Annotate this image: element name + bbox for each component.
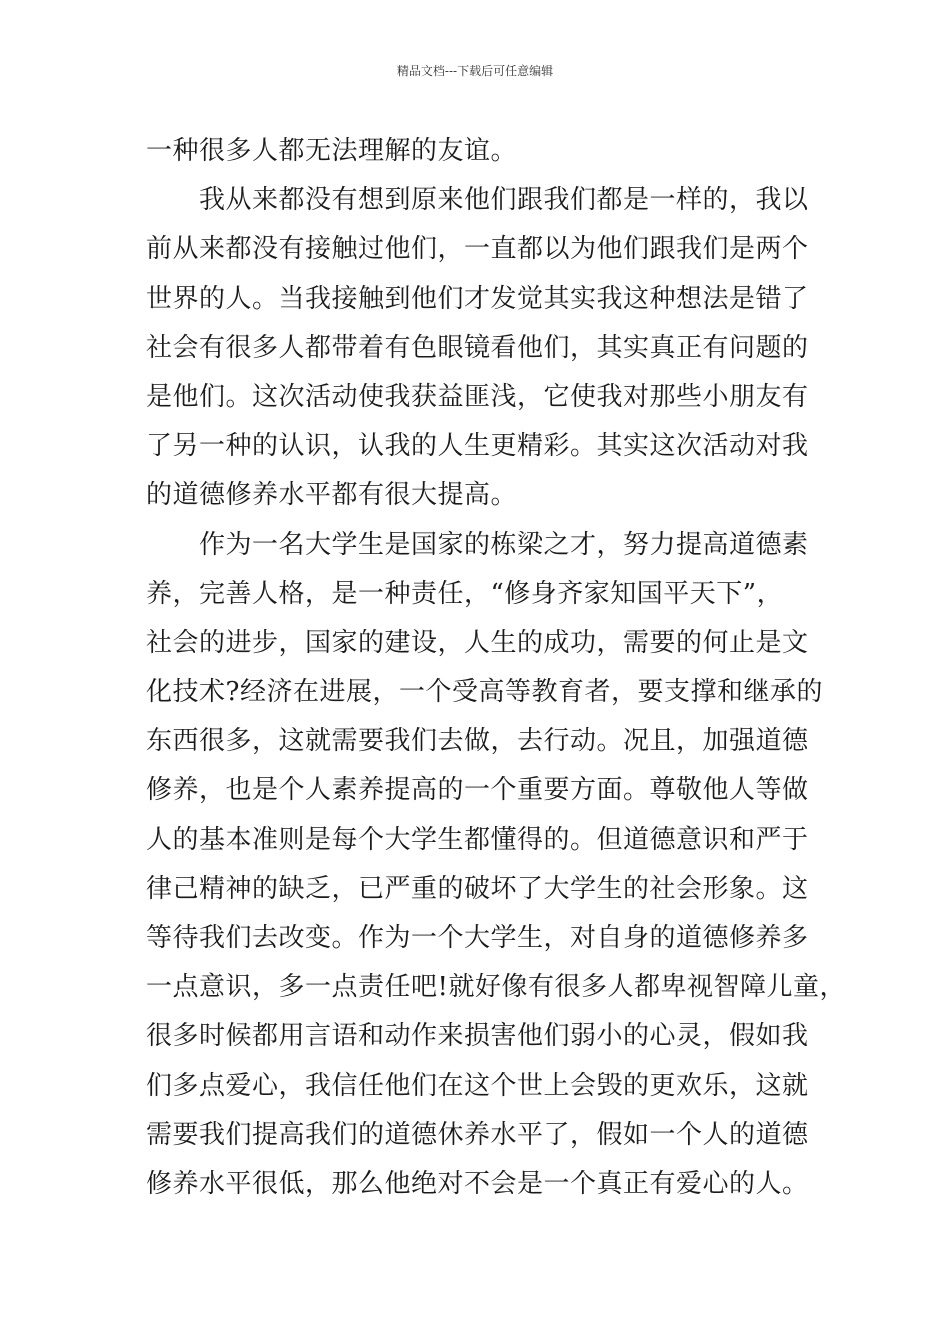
text-line: 人的基本准则是每个大学生都懂得的。但道德意识和严于: [146, 824, 809, 855]
text-line: 养，完善人格，是一种责任，“修身齐家知国平天下”，: [146, 578, 784, 609]
text-line: 一种很多人都无法理解的友谊。: [146, 136, 518, 166]
text-line: 我从来都没有想到原来他们跟我们都是一样的，我以: [146, 185, 809, 216]
text-line: 们多点爱心，我信任他们在这个世上会毁的更欢乐，这就: [146, 1070, 809, 1101]
text-line: 前从来都没有接触过他们，一直都以为他们跟我们是两个: [146, 234, 809, 265]
text-line: 作为一名大学生是国家的栋梁之才，努力提高道德素: [146, 529, 809, 560]
text-line: 修养，也是个人素养提高的一个重要方面。尊敬他人等做: [146, 775, 809, 806]
text-line: 很多时候都用言语和动作来损害他们弱小的心灵，假如我: [146, 1021, 809, 1052]
text-line: 社会有很多人都带着有色眼镜看他们，其实真正有问题的: [146, 332, 809, 363]
text-line: 一点意识，多一点责任吧!就好像有很多人都卑视智障儿童，: [146, 972, 846, 1003]
text-line: 东西很多，这就需要我们去做，去行动。况且，加强道德: [146, 726, 809, 757]
text-line: 修养水平很低，那么他绝对不会是一个真正有爱心的人。: [146, 1168, 809, 1199]
text-line: 了另一种的认识，认我的人生更精彩。其实这次活动对我: [146, 431, 809, 462]
text-line: 世界的人。当我接触到他们才发觉其实我这种想法是错了: [146, 283, 809, 314]
text-line: 等待我们去改变。作为一个大学生，对自身的道德修养多: [146, 923, 809, 953]
text-line: 的道德修养水平都有很大提高。: [146, 480, 518, 511]
text-line: 社会的进步，国家的建设，人生的成功，需要的何止是文: [146, 627, 809, 658]
text-line: 化技术?经济在进展，一个受高等教育者，要支撑和继承的: [146, 677, 823, 708]
body-text: [146, 127, 846, 1209]
page-header: 精品文档---下载后可任意编辑: [396, 64, 554, 78]
text-line: 需要我们提高我们的道德休养水平了，假如一个人的道德: [146, 1119, 809, 1150]
text-line: 律己精神的缺乏，已严重的破坏了大学生的社会形象。这: [146, 873, 809, 904]
text-line: 是他们。这次活动使我获益匪浅，它使我对那些小朋友有: [146, 381, 809, 412]
